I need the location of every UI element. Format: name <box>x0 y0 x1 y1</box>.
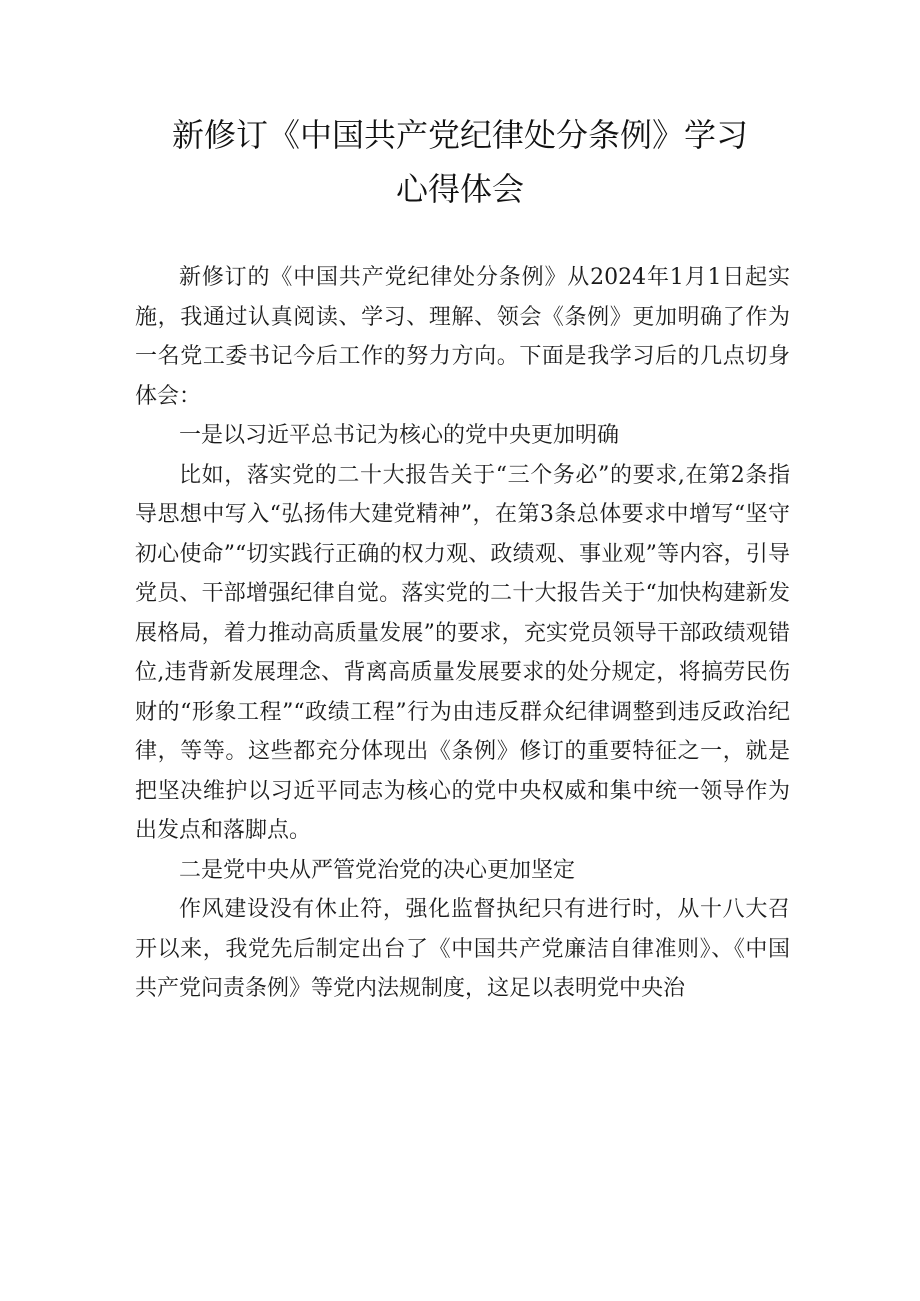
document-body <box>135 258 790 1009</box>
section-1-paragraph: 比如，落实党的二十大报告关于“三个务必”的要求,在第2条指导思想中写入“弘扬伟大建党精神”，在第3条总体要求中增写“坚守初心使命”“切实践行正确的权力观、政绩观、事业观”等内容，引导党员、干部增强纪律自觉。落实党的二十大报告关于“加快构建新发展格局，着力推动高质量发展”的要求，充实党员领导干部政绩观错位,违背新发展理念、背离高质量发展要求的处分规定，将搞劳民伤财的“形象工程”“政绩工程”行为由违反群众纪律调整到违反政治纪律，等等。这些都充分体现出《条例》修订的重要特征之一，就是把坚决维护以习近平同志为核心的党中央权威和集中统一领导作为出发点和落脚点。 <box>135 462 790 843</box>
document-title <box>100 108 820 216</box>
section-2-paragraph: 作风建设没有休止符，强化监督执纪只有进行时，从十八大召开以来，我党先后制定出台了《中国共产党廉洁自律准则》、《中国共产党问责条例》等党内法规制度，这足以表明党中央治 <box>135 897 790 1001</box>
section-heading-1: 一是以习近平总书记为核心的党中央更加明确 <box>179 423 620 448</box>
title-line-2: 心得体会 <box>395 170 524 208</box>
intro-paragraph: 新修订的《中国共产党纪律处分条例》从2024年1月1日起实施，我通过认真阅读、学习、理解、领会《条例》更加明确了作为一名党工委书记今后工作的努力方向。下面是我学习后的几点切身体会： <box>135 265 790 409</box>
title-line-1: 新修订《中国共产党纪律处分条例》学习 <box>171 116 748 154</box>
section-heading-2: 二是党中央从严管党治党的决心更加坚定 <box>179 857 576 883</box>
